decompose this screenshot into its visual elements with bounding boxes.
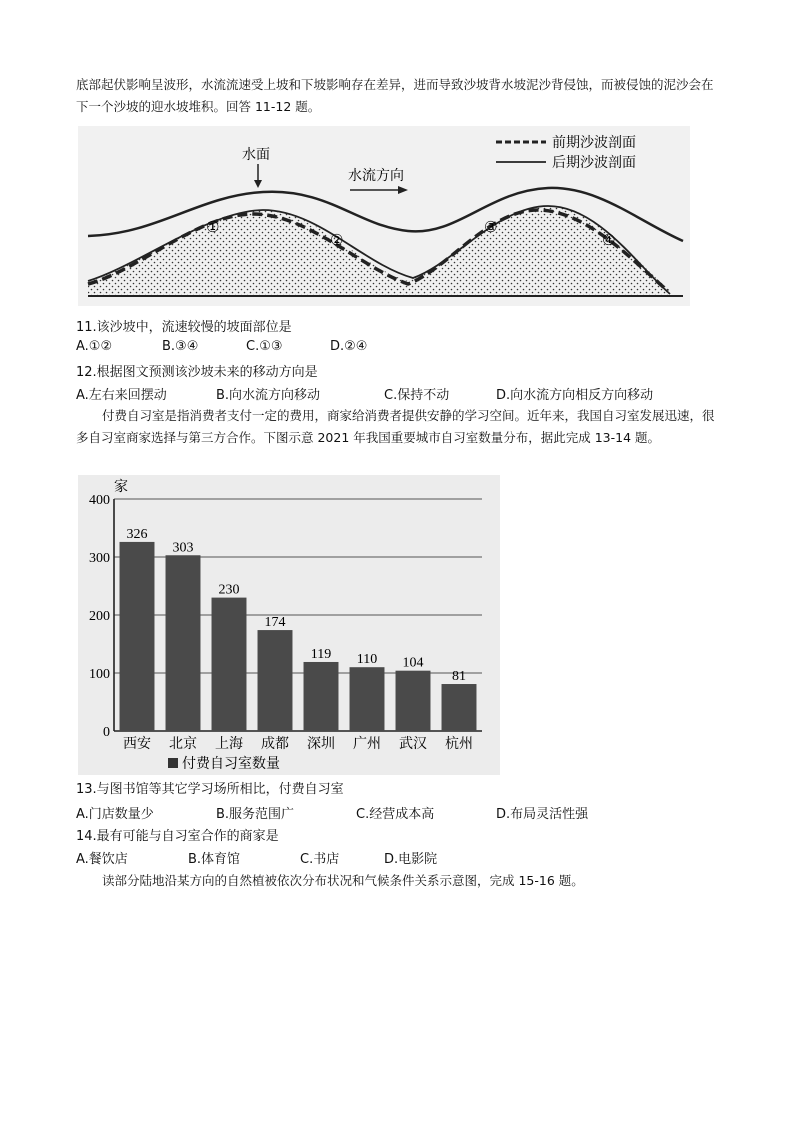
intro-paragraph: 底部起伏影响呈波形，水流流速受上坡和下坡影响存在差异，进而导致沙坡背水坡泥沙背侵蚀，而被侵蚀的泥沙会在下一个沙坡的迎水坡堆积。回答 11-12 题。 — [76, 77, 714, 114]
sand-wave-figure — [78, 126, 690, 306]
bar-成都 — [258, 630, 293, 731]
bar-value-label-广州: 110 — [356, 652, 378, 668]
question-14-option-a[interactable]: A.餐饮店 — [76, 852, 128, 867]
bar-上海 — [212, 598, 247, 731]
bar-广州 — [350, 667, 385, 731]
question-14-option-b[interactable]: B.体育馆 — [188, 852, 241, 867]
y-tick-label-200: 200 — [89, 609, 110, 624]
bar-武汉 — [396, 671, 431, 731]
bar-北京 — [166, 555, 201, 731]
question-12-option-c[interactable]: C.保持不动 — [384, 388, 450, 403]
x-category-label-上海: 上海 — [215, 735, 243, 751]
legend-late-label: 后期沙波剖面 — [552, 154, 636, 170]
question-13-option-d[interactable]: D.布局灵活性强 — [496, 807, 589, 822]
water-surface-label: 水面 — [242, 146, 270, 162]
question-14-stem: 14.最有可能与自习室合作的商家是 — [76, 829, 279, 844]
sand-wave-diagram — [78, 126, 690, 306]
question-12-stem: 12.根据图文预测该沙坡未来的移动方向是 — [76, 365, 318, 380]
legend-label: 付费自习室数量 — [182, 755, 280, 771]
question-13-stem: 13.与图书馆等其它学习场所相比，付费自习室 — [76, 782, 344, 797]
x-category-label-广州: 广州 — [353, 735, 381, 751]
bar-西安 — [120, 542, 155, 731]
y-tick-label-100: 100 — [89, 667, 110, 682]
x-category-label-深圳: 深圳 — [307, 735, 335, 751]
question-14-option-d[interactable]: D.电影院 — [384, 852, 438, 867]
question-13-option-c[interactable]: C.经营成本高 — [356, 807, 435, 822]
bar-value-label-杭州: 81 — [452, 669, 466, 685]
x-category-label-西安: 西安 — [123, 735, 151, 751]
question-14-option-c[interactable]: C.书店 — [300, 852, 340, 867]
legend-early-label: 前期沙波剖面 — [552, 134, 636, 150]
x-category-label-武汉: 武汉 — [399, 735, 427, 751]
question-11-option-b[interactable]: B.③④ — [162, 339, 199, 354]
bar-value-label-武汉: 104 — [402, 655, 424, 671]
marker-2: ② — [330, 231, 344, 249]
bar-value-label-上海: 230 — [218, 582, 240, 598]
bar-深圳 — [304, 662, 339, 731]
x-category-label-成都: 成都 — [261, 735, 289, 751]
question-11-stem: 11.该沙坡中，流速较慢的坡面部位是 — [76, 320, 292, 335]
question-11-option-a[interactable]: A.①② — [76, 339, 113, 354]
bar-chart-svg — [78, 475, 500, 775]
legend-swatch — [168, 758, 178, 768]
bar-value-label-西安: 326 — [126, 526, 148, 542]
y-tick-label-300: 300 — [89, 551, 110, 566]
flow-direction-label: 水流方向 — [348, 167, 404, 183]
question-11-option-d[interactable]: D.②④ — [330, 339, 368, 354]
question-12-option-b[interactable]: B.向水流方向移动 — [216, 388, 321, 403]
marker-3: ③ — [484, 218, 498, 236]
y-tick-label-0: 0 — [103, 725, 110, 740]
question-13-option-a[interactable]: A.门店数量少 — [76, 807, 154, 822]
marker-1: ① — [206, 218, 220, 236]
study-room-paragraph: 付费自习室是指消费者支付一定的费用，商家给消费者提供安静的学习空间。近年来，我国自习室发展迅速，很多自习室商家选择与第三方合作。下图示意 2021 年我国重要城市自习室数量分布，据此完成 13-14 题。 — [76, 408, 715, 445]
question-12-option-d[interactable]: D.向水流方向相反方向移动 — [496, 388, 654, 403]
bar-杭州 — [442, 684, 477, 731]
y-axis-unit-label: 家 — [114, 478, 128, 494]
bar-value-label-成都: 174 — [264, 615, 286, 631]
question-12-option-a[interactable]: A.左右来回摆动 — [76, 388, 167, 403]
y-tick-label-400: 400 — [89, 493, 110, 508]
marker-4: ④ — [602, 231, 616, 249]
x-category-label-杭州: 杭州 — [445, 735, 473, 751]
x-category-label-北京: 北京 — [169, 735, 197, 751]
study-room-chart — [78, 475, 500, 775]
question-11-option-c[interactable]: C.①③ — [246, 339, 283, 354]
bar-value-label-北京: 303 — [172, 540, 194, 556]
question-13-option-b[interactable]: B.服务范围广 — [216, 807, 295, 822]
closing-paragraph: 读部分陆地沿某方向的自然植被依次分布状况和气候条件关系示意图，完成 15-16 题。 — [102, 873, 584, 888]
bar-value-label-深圳: 119 — [310, 646, 332, 662]
